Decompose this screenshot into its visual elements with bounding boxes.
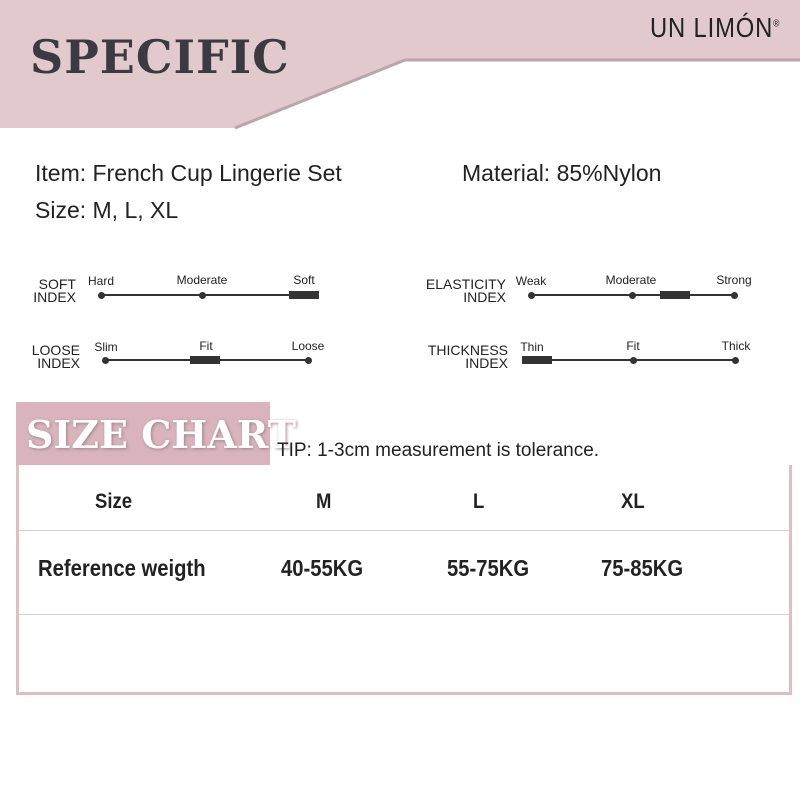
thickness-tick-label: Thick bbox=[721, 339, 751, 353]
loose-index bbox=[20, 336, 400, 386]
soft-tick-hard bbox=[98, 292, 105, 299]
thickness-tick-fit bbox=[630, 357, 637, 364]
soft-index-line bbox=[101, 294, 317, 296]
brand-logo bbox=[650, 12, 780, 44]
elasticity-selected-marker bbox=[660, 291, 690, 299]
thickness-tick-label: Thin bbox=[520, 340, 544, 354]
product-item: Item: French Cup Lingerie Set bbox=[35, 160, 342, 186]
registered-mark: ® bbox=[772, 18, 780, 30]
soft-tick-label: Hard bbox=[87, 274, 115, 288]
product-material: Material: 85%Nylon bbox=[462, 160, 662, 186]
weight-m: 40-55KG bbox=[281, 555, 364, 581]
header-l: L bbox=[473, 490, 485, 513]
weight-xl: 75-85KG bbox=[601, 555, 684, 581]
page-title: SPECIFIC bbox=[30, 30, 290, 84]
soft-tick-label: Moderate bbox=[176, 273, 228, 287]
size-chart-tip: TIP: 1-3cm measurement is tolerance. bbox=[277, 440, 600, 461]
loose-selected-marker bbox=[190, 356, 220, 364]
thickness-index bbox=[410, 336, 790, 386]
loose-tick-label: Loose bbox=[291, 339, 325, 353]
table-row-divider bbox=[19, 614, 789, 615]
header-xl: XL bbox=[621, 490, 645, 513]
soft-tick-label: Soft bbox=[293, 273, 315, 287]
elasticity-index bbox=[410, 270, 790, 320]
soft-index bbox=[20, 270, 400, 320]
thickness-tick-label: Fit bbox=[626, 339, 640, 353]
elasticity-tick-weak bbox=[528, 292, 535, 299]
table-row-divider bbox=[19, 530, 789, 531]
elasticity-tick-label: Weak bbox=[515, 274, 547, 288]
elasticity-tick-moderate bbox=[629, 292, 636, 299]
soft-tick-moderate bbox=[199, 292, 206, 299]
brand-name: UN LIMÓN bbox=[649, 12, 773, 43]
loose-tick-loose bbox=[305, 357, 312, 364]
elasticity-tick-strong bbox=[731, 292, 738, 299]
loose-tick-slim bbox=[102, 357, 109, 364]
loose-tick-label: Fit bbox=[199, 339, 213, 353]
thickness-index-label: THICKNESS INDEX bbox=[427, 342, 508, 371]
header-m: M bbox=[316, 490, 332, 513]
loose-index-label: LOOSE INDEX bbox=[31, 342, 80, 371]
elasticity-index-label: ELASTICITY INDEX bbox=[425, 276, 506, 305]
row-label-reference-weight: Reference weigth bbox=[38, 555, 206, 581]
loose-tick-label: Slim bbox=[94, 340, 118, 354]
soft-selected-marker bbox=[289, 291, 319, 299]
elasticity-tick-label: Moderate bbox=[605, 273, 657, 287]
header-size: Size bbox=[95, 490, 132, 513]
thickness-tick-thick bbox=[732, 357, 739, 364]
size-chart-title: SIZE CHART bbox=[26, 412, 296, 457]
soft-index-label: SOFT INDEX bbox=[33, 276, 76, 305]
thickness-selected-marker bbox=[522, 356, 552, 364]
product-size: Size: M, L, XL bbox=[35, 197, 179, 223]
elasticity-tick-label: Strong bbox=[716, 273, 752, 287]
weight-l: 55-75KG bbox=[447, 555, 530, 581]
